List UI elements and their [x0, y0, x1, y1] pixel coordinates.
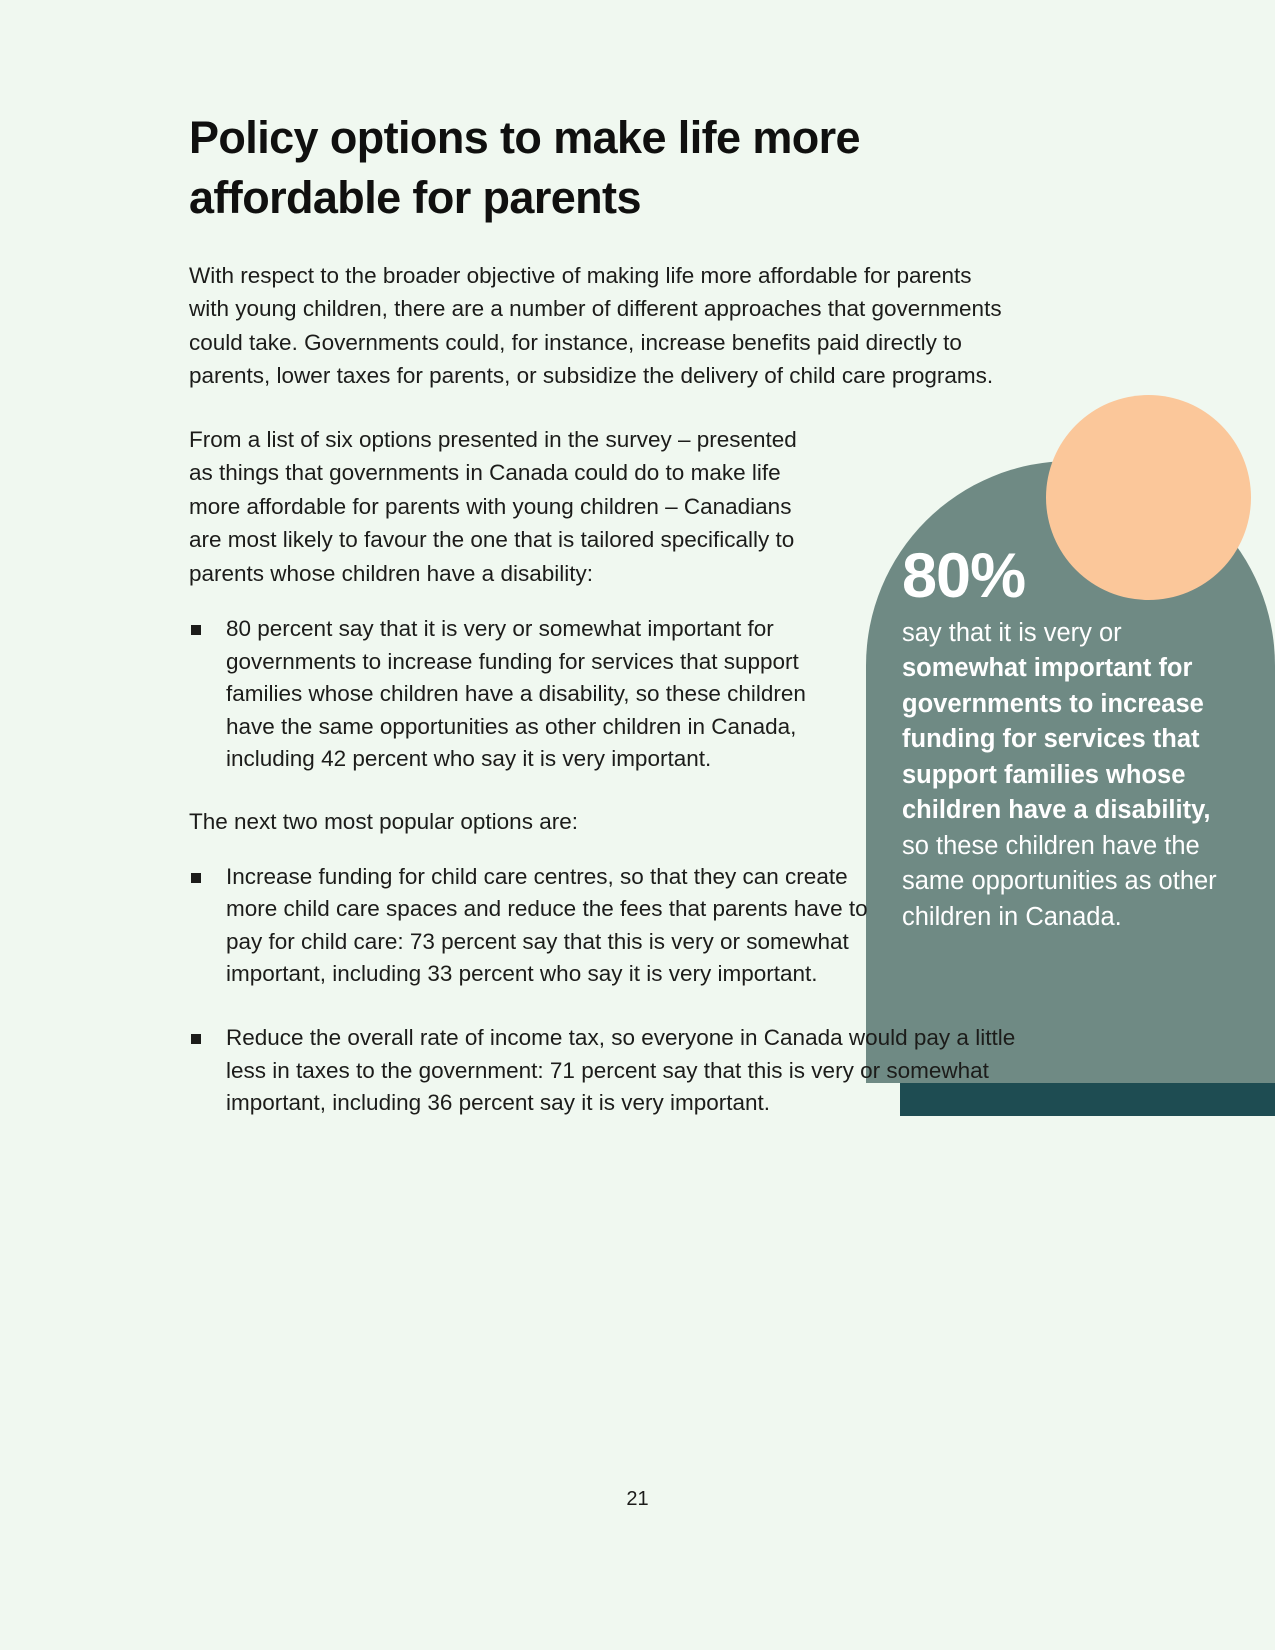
- paragraph-intro: With respect to the broader objective of making life more affordable for parents with young children, there are a number of different approaches that governments could take. Governments could, for instance, increase benefits paid directly to parents, lower taxes for parents, or subsidize the delivery of child care programs.: [189, 262, 1002, 389]
- page-number: 21: [626, 1488, 649, 1510]
- square-bullet-icon: [191, 873, 201, 883]
- list-item: [189, 861, 891, 991]
- bullet-list-second: [189, 861, 1189, 1120]
- main-content-column: [189, 0, 1189, 1120]
- list-item-text: Reduce the overall rate of income tax, so everyone in Canada would pay a little less in taxes to the government: 71 percent say that this is very or somewhat important, including 36 percent say it is very important.: [226, 1025, 1016, 1116]
- callout-statement-emphasis: somewhat important for governments to increase funding for services that support families whose children have a disability,: [902, 654, 1211, 825]
- page-title: Policy options to make life more affordable for parents: [189, 112, 860, 223]
- paragraph-next-two: The next two most popular options are:: [189, 809, 578, 835]
- list-item: [189, 613, 846, 775]
- paragraph-from-list: From a list of six options presented in the survey – presented as things that governments in Canada could do to make life more affordable for parents with young children – Canadians are most likely to favour the one that is tailored specifically to parents whose children have a disability:: [189, 426, 797, 586]
- square-bullet-icon: [191, 1034, 201, 1044]
- list-item-text: 80 percent say that it is very or somewhat important for governments to increase funding for services that support families whose children have a disability, so these children have the same opportunities as other children in Canada, including 42 percent who say it is very important.: [226, 616, 806, 771]
- callout-statement-lead: say that it is very or: [902, 619, 1122, 647]
- list-item: [189, 1022, 1036, 1119]
- bullet-list-first: [189, 613, 1189, 775]
- list-item-text: Increase funding for child care centres, so that they can create more child care spaces and reduce the fees that parents have to pay for child care: 73 percent say that this is very or somewhat important, including 33 percent who say it is very important.: [226, 863, 868, 986]
- callout-stat-value: 80%: [902, 541, 1026, 611]
- square-bullet-icon: [191, 625, 201, 635]
- callout-statement-tail: so these children have the same opportunities as other children in Canada.: [902, 831, 1217, 931]
